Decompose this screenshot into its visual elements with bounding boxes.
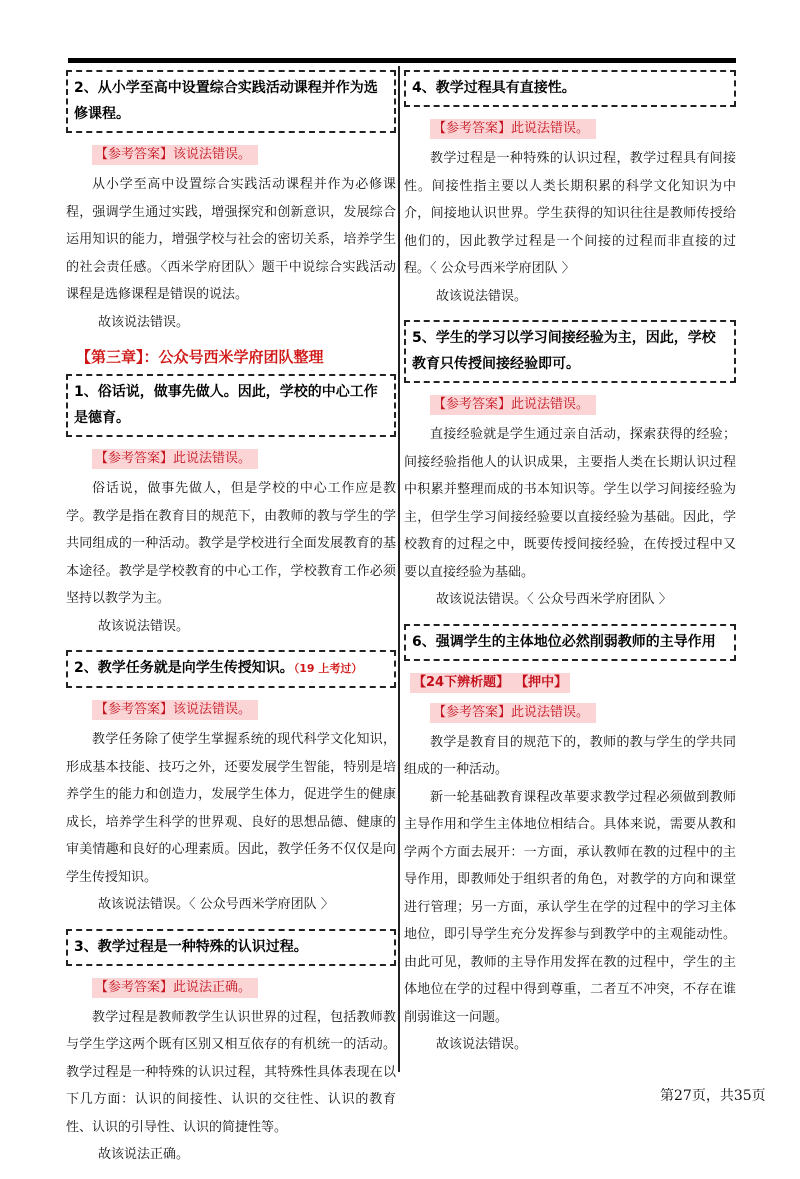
answer-body: 教学过程是教师教学生认识世界的过程，包括教师教与学生学这两个既有区别又相互依存的有机统一的活动。教学过程是一种特殊的认识过程，其特殊性具体表现在以下几方面：认识的间接性、认识的交往性、认识的教育性、认识的引导性、认识的简捷性等。	[66, 1009, 396, 1135]
answer-label: 【参考答案】此说法错误。	[92, 449, 258, 469]
answer-label: 【参考答案】此说法错误。	[430, 703, 596, 723]
header-rule	[68, 58, 736, 63]
question-box	[404, 624, 736, 661]
question-box	[404, 320, 736, 383]
question-box	[66, 650, 396, 688]
answer-conclusion: 故该说法错误。	[98, 314, 190, 330]
answer-body: 俗话说，做事先做人，但是学校的中心工作应是教学。教学是指在教育目的规范下，由教师的教与学生的学共同组成的一种活动。教学是学校进行全面发展教育的基本途径。教学是学校教育的中心工作，学校教育工作必须坚持以教学为主。	[66, 481, 396, 606]
question-text: 3、教学过程是一种特殊的认识过程。	[74, 938, 308, 955]
question-text: 1、俗话说，做事先做人。因此，学校的中心工作是德育。	[74, 384, 378, 426]
answer-conclusion: 故该说法错误。	[98, 618, 190, 634]
answer-conclusion: 故该说法错误。〈 公众号西米学府团队 〉	[436, 592, 672, 607]
answer-body: 教学是教育目的规范下的，教师的教与学生的学共同组成的一种活动。	[404, 734, 736, 777]
question-box	[66, 70, 396, 133]
chapter-title: 【第三章】：公众号西米学府团队整理	[76, 348, 324, 366]
question-text: 5、学生的学习以学习间接经验为主，因此，学校教育只传授间接经验即可。	[412, 330, 716, 372]
hit-tag: 【押中】	[512, 673, 570, 693]
answer-body: 直接经验就是学生通过亲自活动，探索获得的经验；间接经验指他人的认识成果，主要指人类在长期认识过程中积累并整理而成的书本知识等。学生以学习间接经验为主，但学生学习间接经验要以直接经验为基础。因此，学校教育的过程之中，既要传授间接经验，在传授过程中又要以直接经验为基础。	[404, 427, 736, 580]
answer-body: 教学过程是一种特殊的认识过程，教学过程具有间接性。间接性指主要以人类长期积累的科学文化知识为中介，间接地认识世界。学生获得的知识往往是教师传授给他们的，因此教学过程是一个间接的过程而非直接的过程。〈 公众号西米学府团队 〉	[404, 151, 736, 276]
question-text: 2、从小学至高中设置综合实践活动课程并作为选修课程。	[74, 80, 378, 122]
answer-label: 【参考答案】该说法错误。	[92, 700, 258, 720]
answer-conclusion: 故该说法错误。〈 公众号西米学府团队 〉	[98, 897, 334, 912]
left-column	[66, 70, 396, 1179]
question-box	[66, 374, 396, 437]
question-box	[404, 70, 736, 107]
answer-body: 从小学至高中设置综合实践活动课程并作为必修课程，强调学生通过实践，增强探究和创新意识，发展综合运用知识的能力，增强学校与社会的密切关系，培养学生的社会责任感。〈西米学府团队〉题干中说综合实践活动课程是选修课程是错误的说法。	[66, 177, 396, 302]
answer-label: 【参考答案】此说法错误。	[430, 395, 596, 415]
answer-body: 新一轮基础教育课程改革要求教学过程必须做到教师主导作用和学生主体地位相结合。具体来说，需要从教和学两个方面去展开：一方面，承认教师在教的过程中的主导作用，即教师处于组织者的角色，对教学的方向和课堂进行管理；另一方面，承认学生在学的过程中的学习主体地位，即引导学生充分发挥参与到教学中的主观能动性。由此可见，教师的主导作用发挥在教的过程中，学生的主体地位在学的过程中得到尊重，二者互不冲突，不存在谁削弱谁这一问题。	[404, 789, 736, 1025]
answer-conclusion: 故该说法正确。	[98, 1147, 190, 1162]
answer-conclusion: 故该说法错误。	[436, 1037, 528, 1052]
right-column	[404, 70, 736, 1069]
exam-note: （19 上考过）	[293, 662, 363, 675]
answer-label: 【参考答案】此说法错误。	[430, 119, 596, 139]
question-text: 2、教学任务就是向学生传授知识。	[74, 660, 294, 676]
question-box	[66, 929, 396, 966]
answer-label: 【参考答案】此说法正确。	[92, 978, 258, 998]
question-text: 6、强调学生的主体地位必然削弱教师的主导作用	[412, 633, 716, 650]
column-divider	[398, 66, 400, 1072]
question-tags	[410, 671, 736, 693]
answer-label: 【参考答案】该说法错误。	[92, 145, 258, 165]
answer-conclusion: 故该说法错误。	[436, 288, 528, 304]
page-number: 第27页，共35页	[660, 1088, 766, 1104]
exam-tag: 【24下辨析题】	[410, 673, 512, 693]
question-text: 4、教学过程具有直接性。	[412, 80, 576, 96]
answer-body: 教学任务除了使学生掌握系统的现代科学文化知识，形成基本技能、技巧之外，还要发展学生智能，特别是培养学生的能力和创造力，发展学生体力，促进学生的健康成长，培养学生科学的世界观、良好的思想品德、健康的审美情趣和良好的心理素质。因此，教学任务不仅仅是向学生传授知识。	[66, 732, 396, 885]
